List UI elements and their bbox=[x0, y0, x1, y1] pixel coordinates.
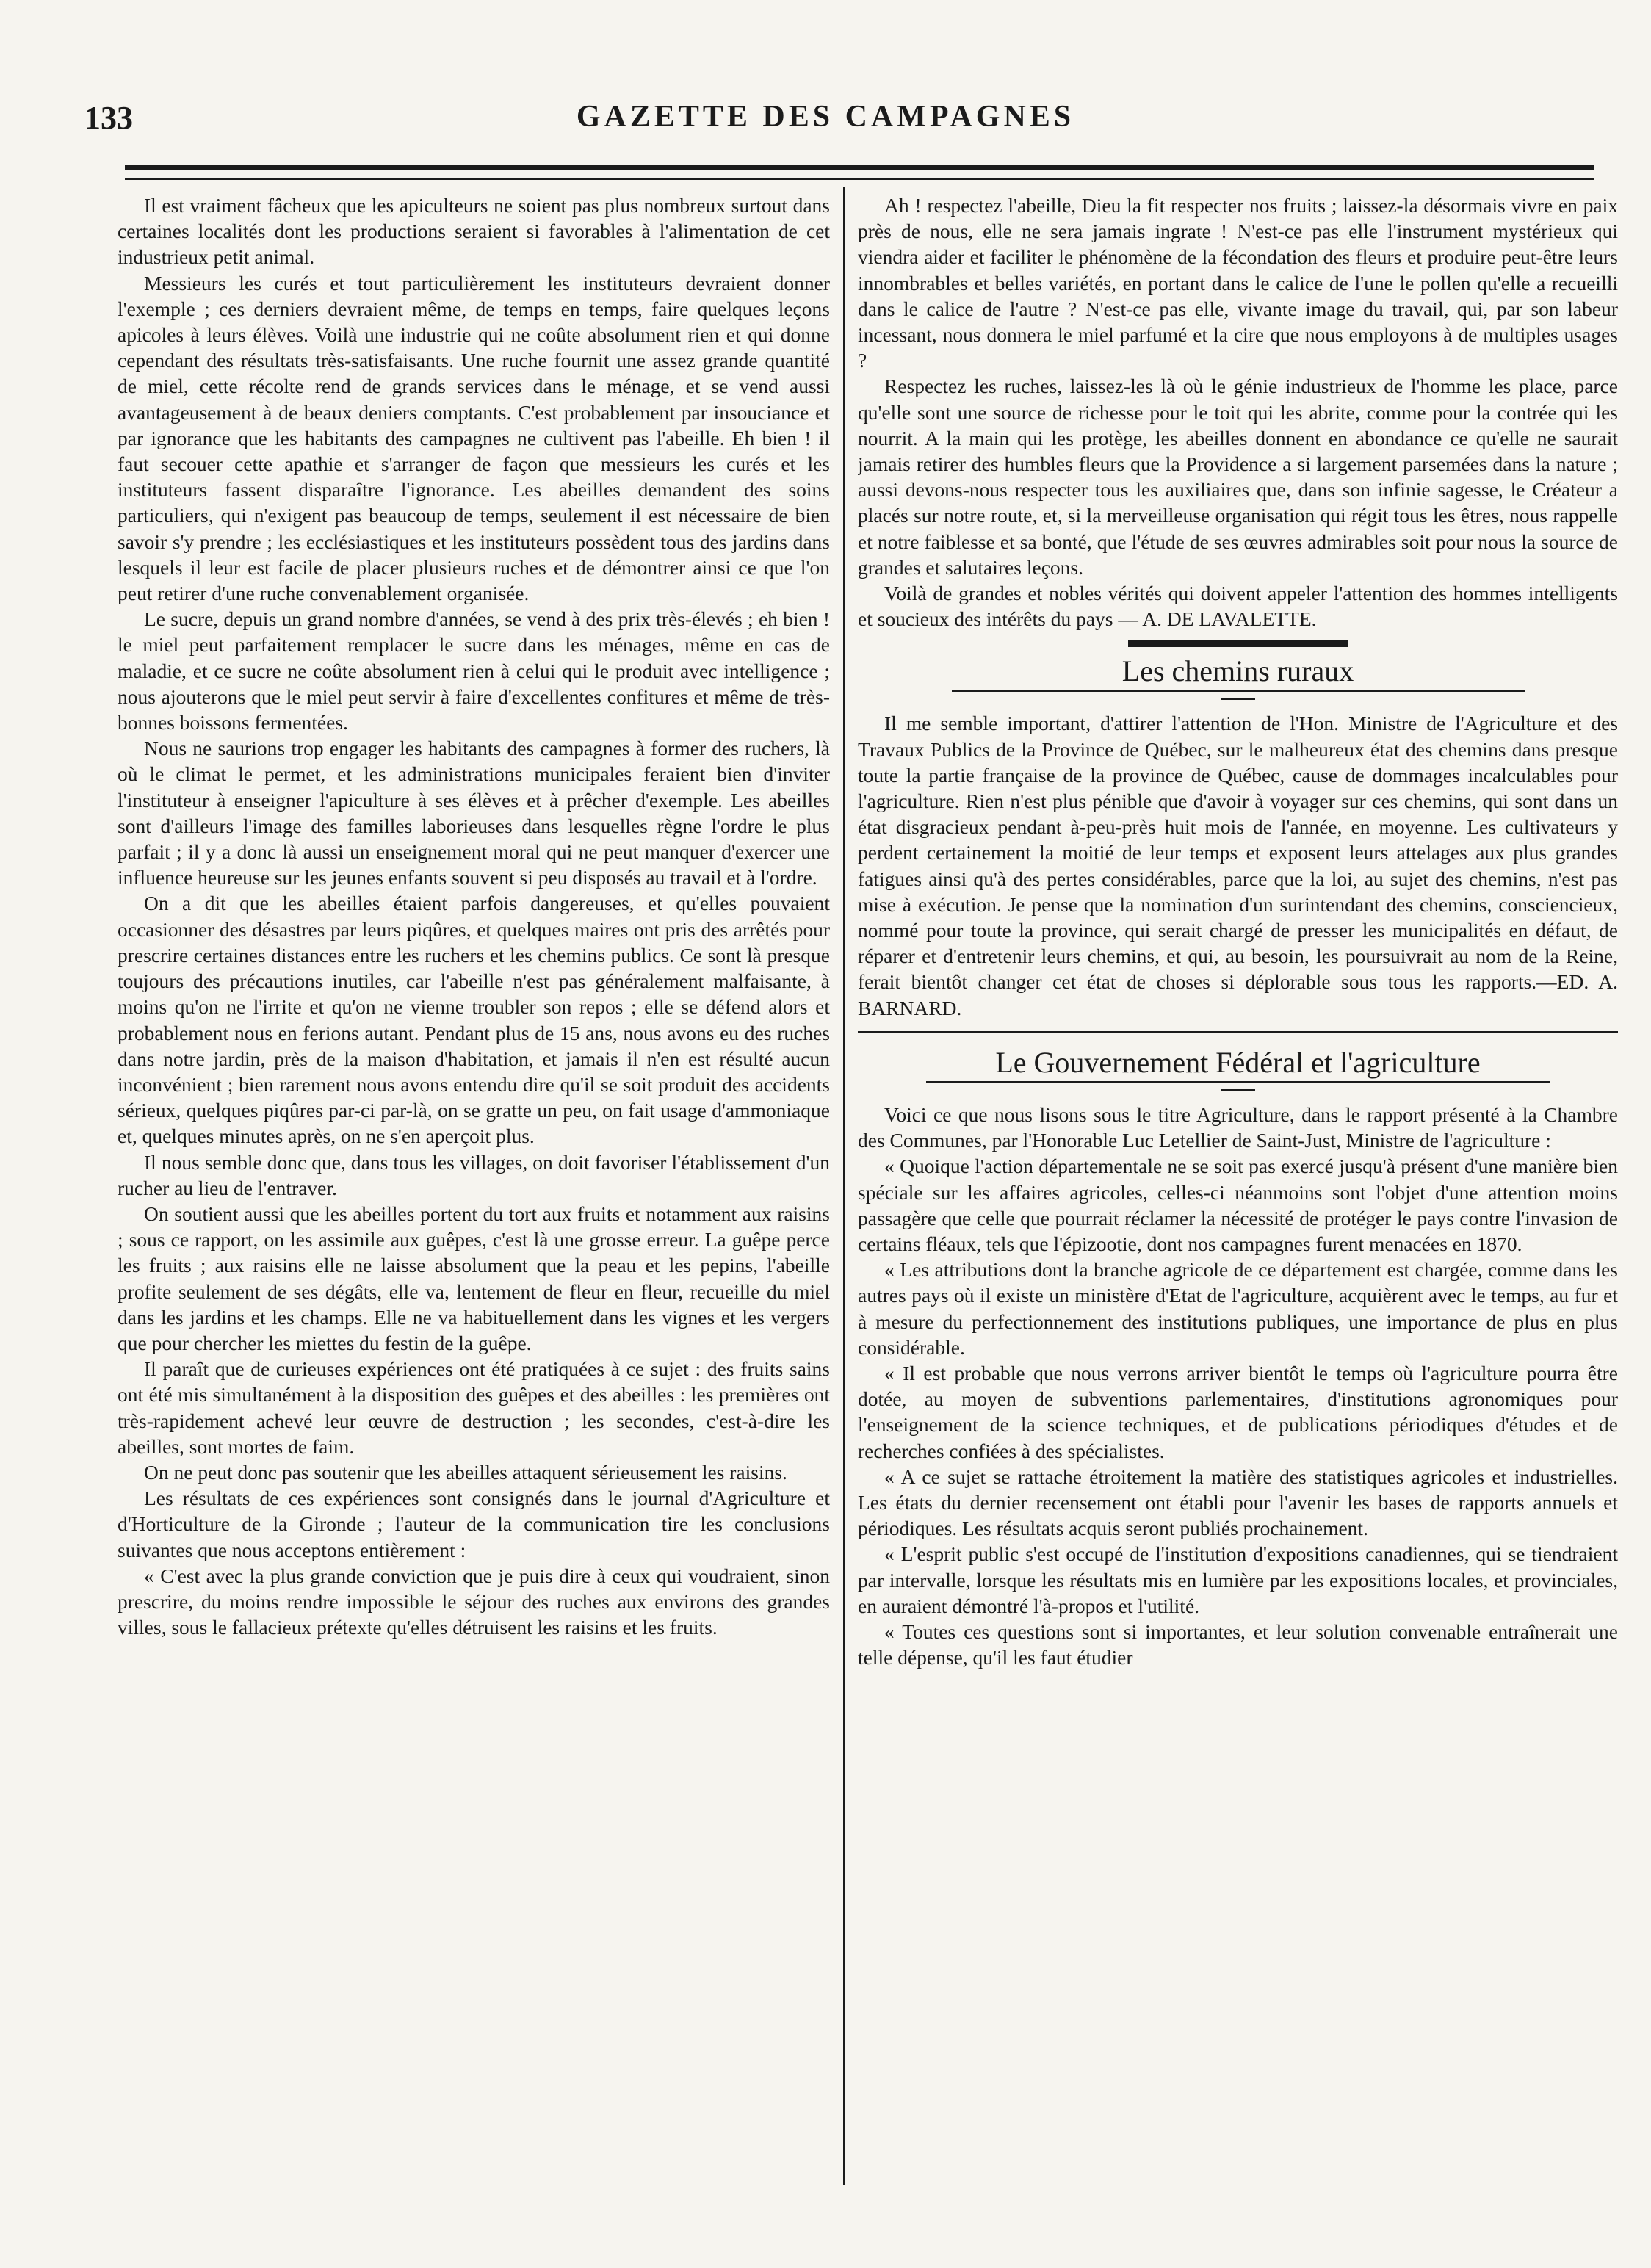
column-divider bbox=[843, 187, 845, 2185]
paragraph: Voici ce que nous lisons sous le titre Agriculture, dans le rapport présenté à la Chambre des Communes, par l'Honorable Luc Letellier de Saint-Just, Ministre de l'agriculture : bbox=[858, 1102, 1618, 1152]
paragraph: Il me semble important, d'attirer l'attention de l'Hon. Ministre de l'Agriculture et des Travaux Publics de la Province de Québec, sur le malheureux état des chemins dans presque toute la partie française de la province de Québec, cause de dommages incalculables pour l'agriculture. Rien n'est plus pénible que d'avoir à voyager sur ces chemins, qui sont dans un état disgracieux pendant à-peu-près huit mois de l'année, en moyenne. Les cultivateurs y perdent certainement la moitié de leur temps et exposent leurs attelages aux plus grandes fatigues ainsi qu'à des pertes considérables, parce que la loi, au sujet des chemins, n'est pas mise à exécution. Je pense que la nomination d'un surintendant des chemins, consciencieux, nommé pour toute la province, qui serait chargé de presser les municipalités en défaut, de réparer et d'entretenir leurs chemins, et qui, au besoin, les poursuivrait au nom de la Reine, ferait bientôt changer cet état de choses si déplorable sous tous les rapports.—ED. A. BARNARD. bbox=[858, 712, 1618, 1019]
section-separator bbox=[858, 1031, 1618, 1033]
paragraph: Le sucre, depuis un grand nombre d'années, se vend à des prix très-élevés ; eh bien ! le miel peut parfaitement remplacer le sucre dans les ménages, même en cas de maladie, et ce sucre ne coûte absolument rien à celui qui le produit avec intelligence ; nous ajouterons que le miel peut servir à faire d'excellentes confitures et même de très-bonnes boissons fermentées. bbox=[118, 607, 830, 734]
paragraph: « A ce sujet se rattache étroitement la matière des statistiques agricoles et industrielles. Les états du dernier recensement ont établi pour l'avenir les bases de rapports annuels et périodiques. Les résultats acquis seront publiés prochainement. bbox=[858, 1465, 1618, 1540]
paragraph: On ne peut donc pas soutenir que les abeilles attaquent sérieusement les raisins. bbox=[144, 1460, 787, 1484]
signature-rule bbox=[1128, 640, 1348, 647]
paragraph: « Il est probable que nous verrons arriver bientôt le temps où l'agriculture pourra être dotée, au moyen de subventions parlementaires, d'institutions agronomiques pour l'enseignement de la science techniques, et de publications périodiques d'études et de recherches confiées à des spécialistes. bbox=[858, 1361, 1618, 1462]
left-column bbox=[118, 192, 830, 2161]
paragraph: « C'est avec la plus grande conviction que je puis dire à ceux qui voudraient, sinon prescrire, du moins rendre impossible le séjour des ruches aux environs des grandes villes, sous le fallacieux prétexte qu'elles détruisent les raisins et les fruits. bbox=[118, 1564, 830, 1639]
header-rule-thick bbox=[125, 165, 1594, 170]
header-rule-thin bbox=[125, 178, 1594, 180]
paragraph: Messieurs les curés et tout particulièrement les instituteurs devraient donner l'exemple ; ces derniers devraient même, de temps en temps, faire quelques leçons apicoles à leurs élèves. Voilà une industrie qui ne coûte absolument rien et qui donne cependant des résultats très-satisfaisants. Une ruche fournit une assez grande quantité de miel, cette récolte rend de grands services dans le ménage, et se vend aussi avantageusement à de beaux deniers comptants. C'est probablement par insouciance et par ignorance que les habitants des campagnes ne cultivent pas l'abeille. Eh bien ! il faut secouer cette apathie et s'arranger de façon que messieurs les curés et les instituteurs fassent disparaître l'ignorance. Les abeilles demandent des soins particuliers, qui n'exigent pas beaucoup de temps, seulement il est nécessaire de bien savoir s'y prendre ; les ecclésiastiques et les instituteurs possèdent tous des jardins dans lesquels il leur est facile de placer plusieurs ruches et de démontrer ainsi ce que l'on peut retirer d'une ruche convenablement organisée. bbox=[118, 271, 830, 605]
paragraph: On soutient aussi que les abeilles portent du tort aux fruits et notamment aux raisins ; sous ce rapport, on les assimile aux guêpes, c'est là une grosse erreur. La guêpe perce les fruits ; aux raisins elle ne laisse absolument que la peau et les pepins, l'abeille profite seulement de ses dégâts, elle va, lentement de fleur en fleur, recueille du miel dans les jardins et les champs. Elle ne va habituellement dans les vignes et les vergers que pour chercher les miettes du festin de la guêpe. bbox=[118, 1202, 830, 1354]
paragraph: « L'esprit public s'est occupé de l'institution d'expositions canadiennes, qui se tiendraient par intervalle, lorsque les résultats mis en lumière par les expositions locales, et provinciales, en auraient démontré l'à-propos et l'utilité. bbox=[858, 1542, 1618, 1617]
paragraph: « Quoique l'action départementale ne se soit pas exercé jusqu'à présent d'une manière bien spéciale sur les affaires agricoles, celles-ci néanmoins sont l'objet d'une attention moins passagère que celle que pourrait réclamer la nécessité de protéger le pays contre l'invasion de certains fléaux, tels que l'épizootie, dont nos campagnes furent menacées en 1870. bbox=[858, 1155, 1618, 1255]
paragraph: Il nous semble donc que, dans tous les villages, on doit favoriser l'établissement d'un rucher au lieu de l'entraver. bbox=[118, 1150, 830, 1199]
paragraph: Voilà de grandes et nobles vérités qui doivent appeler l'attention des hommes intelligents et soucieux des intérêts du pays — A. DE LAVALETTE. bbox=[858, 582, 1618, 631]
paragraph: On a dit que les abeilles étaient parfois dangereuses, et qu'elles pouvaient occasionner des désastres par leurs piqûres, et quelques maires ont pris des arrêtés pour prescrire certaines distances entre les ruchers et les chemins publics. Ce sont là presque toujours des précautions inutiles, car l'abeille n'est pas généralement malfaisante, à moins qu'on ne l'irrite et qu'on ne vienne troubler son repos ; elle se défend alors et probablement nous en ferions autant. Pendant plus de 15 ans, nous avons eu des ruches dans notre jardin, près de la maison d'habitation, et jamais il n'en est résulté aucun inconvénient ; bien rarement nous avons entendu dire qu'il se soit produit des accidents sérieux, quelques piqûres par-ci par-là, on se gratte un peu, on fait usage d'ammoniaque et, quelques minutes après, on ne s'en aperçoit plus. bbox=[118, 892, 830, 1148]
title-dash bbox=[1221, 1089, 1255, 1091]
paragraph: Ah ! respectez l'abeille, Dieu la fit respecter nos fruits ; laissez-la désormais vivre en paix près de nous, elle ne sera jamais ingrate ! N'est-ce pas elle l'instrument mystérieux qui viendra aider et faciliter le phénomène de la fécondation des fleurs et produire peut-être leurs innombrables et belles variétés, en portant dans le calice de l'une le pollen qu'elle a recueilli dans le calice de l'autre ? N'est-ce pas elle, vivante image du travail, qui, par son labeur incessant, nous donnera le miel parfumé et la cire que nous employons à de multiples usages ? bbox=[858, 194, 1618, 372]
paragraph: Les résultats de ces expériences sont consignés dans le journal d'Agriculture et d'Horticulture de la Gironde ; l'auteur de la communication tire les conclusions suivantes que nous acceptons entièrement : bbox=[118, 1487, 830, 1561]
paragraph: Il est vraiment fâcheux que les apiculteurs ne soient pas plus nombreux surtout dans certaines localités dont les productions seraient si favorables à l'alimentation de cet industrieux petit animal. bbox=[118, 194, 830, 269]
paragraph: Respectez les ruches, laissez-les là où le génie industrieux de l'homme les place, parce qu'elle sont une source de richesse pour le toit qui les abrite, comme pour la contrée qui les nourrit. A la main qui les protège, les abeilles donnent en abondance ce qu'elle ne saurait jamais retirer des humbles fleurs que la Providence a si largement parsemées dans la nature ; aussi devons-nous respecter tous les auxiliaires que, dans son infinie sagesse, le Créateur a placés sur notre route, et, si la merveilleuse organisation qui régit tous les êtres, nous rappelle et notre faiblesse et sa bonté, que l'étude de ses œuvres admirables soit pour nous la source de grandes et salutaires leçons. bbox=[858, 375, 1618, 579]
title-dash bbox=[1221, 698, 1255, 700]
page-number: 133 bbox=[84, 100, 133, 136]
paragraph: Nous ne saurions trop engager les habitants des campagnes à former des ruchers, là où le climat le permet, et les administrations municipales feraient bien d'inviter l'instituteur à enseigner l'apiculture à ses élèves et à prêcher d'exemple. Les abeilles sont d'ailleurs l'image des familles laborieuses dans lesquelles règne l'ordre le plus parfait ; il y a donc là aussi un enseignement moral qui ne peut manquer d'exercer une influence heureuse sur les jeunes enfants souvent si peu disposés au travail et à l'ordre. bbox=[118, 737, 830, 889]
paragraph: Il paraît que de curieuses expériences ont été pratiquées à ce sujet : des fruits sains ont été mis simultanément à la disposition des guêpes et des abeilles : les premières ont très-rapidement achevé leur œuvre de destruction ; les secondes, c'est-à-dire les abeilles, sont mortes de faim. bbox=[118, 1357, 830, 1458]
title-underline bbox=[926, 1081, 1550, 1083]
right-column bbox=[858, 192, 1618, 2161]
masthead-title: GAZETTE DES CAMPAGNES bbox=[576, 100, 1075, 134]
title-underline bbox=[952, 690, 1525, 692]
section-title-chemins: Les chemins ruraux bbox=[1121, 654, 1354, 688]
paragraph: « Les attributions dont la branche agricole de ce département est chargée, comme dans les autres pays où il existe un ministère d'Etat de l'agriculture, acquièrent avec le temps, au fur et à mesure du perfectionnement des institutions publiques, une importance de plus en plus considérable. bbox=[858, 1258, 1618, 1359]
paragraph: « Toutes ces questions sont si importantes, et leur solution convenable entraînerait une telle dépense, qu'il les faut étudier bbox=[858, 1619, 1618, 1669]
section-title-gouvernement: Le Gouvernement Fédéral et l'agriculture bbox=[995, 1045, 1481, 1079]
